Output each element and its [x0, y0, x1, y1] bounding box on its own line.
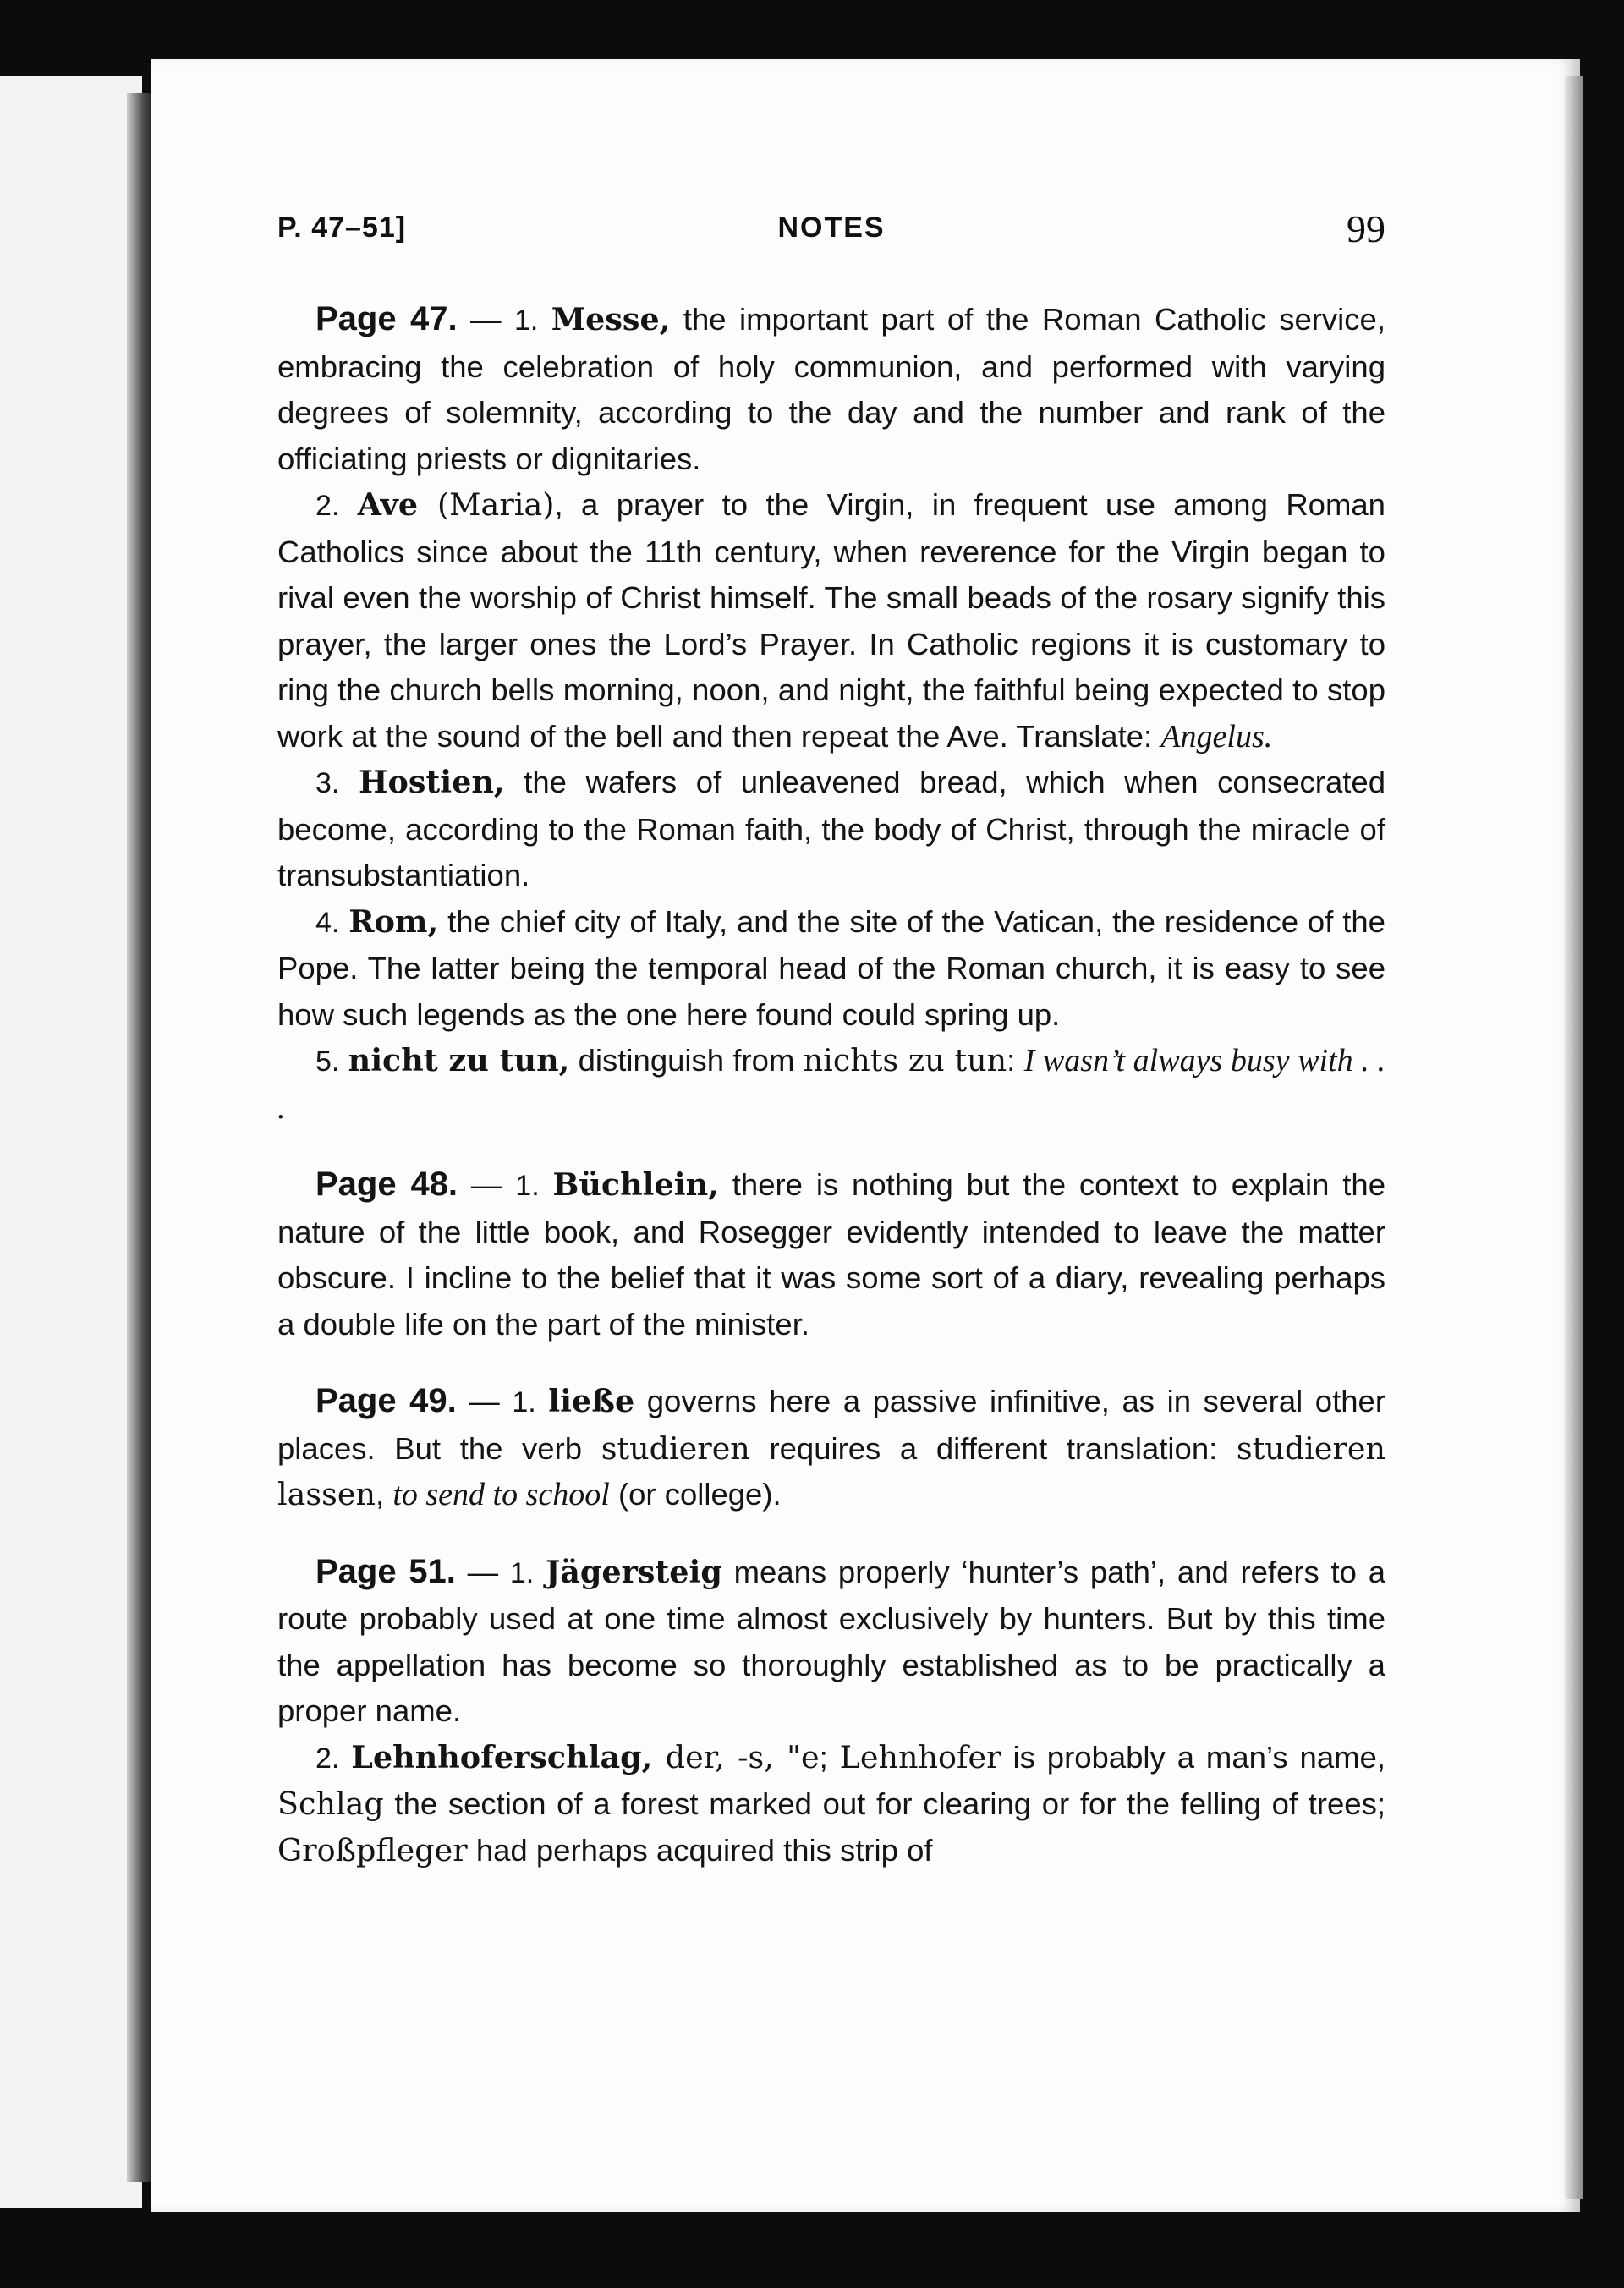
german-term: Lehnhofer: [839, 1738, 1001, 1775]
note-headword: Messe,: [551, 301, 671, 337]
page-reference: Page 47.: [315, 300, 458, 337]
note-paragraph: [277, 296, 1385, 482]
note-text: requires a different translation:: [749, 1430, 1237, 1466]
note-number: 5.: [315, 1045, 340, 1078]
note-headword: nicht zu tun,: [348, 1042, 570, 1078]
note-text: governs here a passive infinitive, as in several other places. But the verb: [277, 1384, 1385, 1466]
note-text: had perhaps acquired this strip of: [467, 1832, 933, 1868]
dash: —: [456, 1384, 513, 1418]
note-text: (or college).: [609, 1477, 782, 1512]
running-header: [277, 207, 1385, 262]
note-paragraph: [277, 760, 1385, 899]
german-term: studieren lassen: [277, 1429, 1386, 1512]
note-number: 1.: [509, 1556, 535, 1589]
note-headword: Lehnhoferschlag,: [351, 1738, 653, 1775]
note-text: :: [1007, 1043, 1024, 1078]
note-italic: I wasn’t always busy with . . .: [277, 1043, 1385, 1126]
german-term: Großpfleger: [277, 1831, 468, 1868]
german-term: studieren: [601, 1429, 750, 1467]
note-italic: Angelus.: [1160, 718, 1273, 754]
header-title: NOTES: [777, 211, 886, 244]
note-number: 3.: [315, 767, 340, 799]
note-number: 1.: [513, 305, 539, 337]
page-reference: Page 51.: [315, 1552, 456, 1590]
note-headword: Rom,: [348, 903, 439, 940]
note-headword: Ave: [357, 486, 419, 523]
dash: —: [458, 1167, 516, 1202]
note-text: the chief city of Italy, and the site of the Vatican, the residence of the Pope. The latter being the temporal head of the Roman church, it is easy to see how such legends as the one here found could spring up.: [277, 903, 1385, 1032]
note-italic: to send to school: [392, 1477, 610, 1512]
note-headword: ließe: [548, 1383, 635, 1419]
german-term: der, -s, "e: [652, 1738, 820, 1775]
note-number: 2.: [315, 1742, 340, 1775]
note-headword: Jägersteig: [545, 1553, 722, 1590]
note-paragraph: [277, 1549, 1385, 1735]
german-term: Schlag: [277, 1786, 384, 1822]
note-text: distinguish from: [569, 1043, 804, 1078]
note-text: the important part of the Roman Catholic service, embracing the celebration of holy communion, and performed with varying degrees of solemnity, according to the day and the number and rank of the officiating priests or dignitaries.: [277, 302, 1385, 476]
page-reference: Page 49.: [315, 1382, 457, 1419]
notes-body: [277, 296, 1385, 1874]
dash: —: [457, 302, 514, 337]
note-number: 1.: [512, 1386, 536, 1418]
note-text: there is nothing but the context to explain the nature of the little book, and Rosegger evidently intended to leave the matter obscure. I incline to the belief that it was some sort of a diary, revealing perhaps a double life on the part of the minister.: [277, 1167, 1385, 1342]
note-text: means properly ‘hunter’s path’, and refers to a route probably used at one time almost exclusively by hunters. But by this time the appellation has become so thoroughly established as to be practically a proper name.: [277, 1554, 1385, 1728]
note-number: 1.: [515, 1170, 540, 1202]
note-aside: (Maria): [418, 486, 555, 523]
german-term: nichts zu tun: [803, 1042, 1007, 1078]
note-paragraph: [277, 899, 1385, 1039]
note-headword: Büchlein,: [552, 1166, 719, 1203]
note-text: , a prayer to the Virgin, in frequent use among Roman Catholics since about the 11th century, when reverence for the Virgin began to rival even the worship of Christ himself. The small beads of the rosary signify this prayer, the larger ones the Lord’s Prayer. In Catholic regions it is customary to ring the church bells morning, noon, and night, the faithful being expected to stop work at the sound of the bell and then repeat the Ave. Translate:: [277, 487, 1385, 754]
header-page-range: P. 47–51]: [277, 211, 407, 244]
page-number: 99: [1347, 207, 1385, 250]
note-paragraph: [277, 482, 1385, 760]
note-paragraph: [277, 1038, 1385, 1131]
note-paragraph: [277, 1378, 1385, 1518]
facing-page-edge: [0, 76, 142, 2208]
note-text: the section of a forest marked out for clearing or for the felling of trees;: [383, 1786, 1385, 1821]
note-text: is probably a man’s name,: [1001, 1739, 1385, 1775]
note-paragraph: [277, 1735, 1385, 1874]
note-number: 4.: [315, 906, 340, 939]
note-text: the wafers of unleavened bread, which when consecrated become, according to the Roman faith, the body of Christ, through the miracle of transubstantiation.: [277, 765, 1385, 892]
dash: —: [455, 1554, 510, 1589]
note-text: ;: [819, 1739, 840, 1775]
note-headword: Hostien,: [359, 764, 505, 800]
book-gutter: [127, 93, 152, 2182]
note-number: 2.: [315, 490, 340, 522]
page-edge-shadow: [1565, 76, 1583, 2199]
note-paragraph: [277, 1161, 1385, 1347]
note-text: ,: [376, 1477, 393, 1512]
page-reference: Page 48.: [315, 1166, 458, 1203]
